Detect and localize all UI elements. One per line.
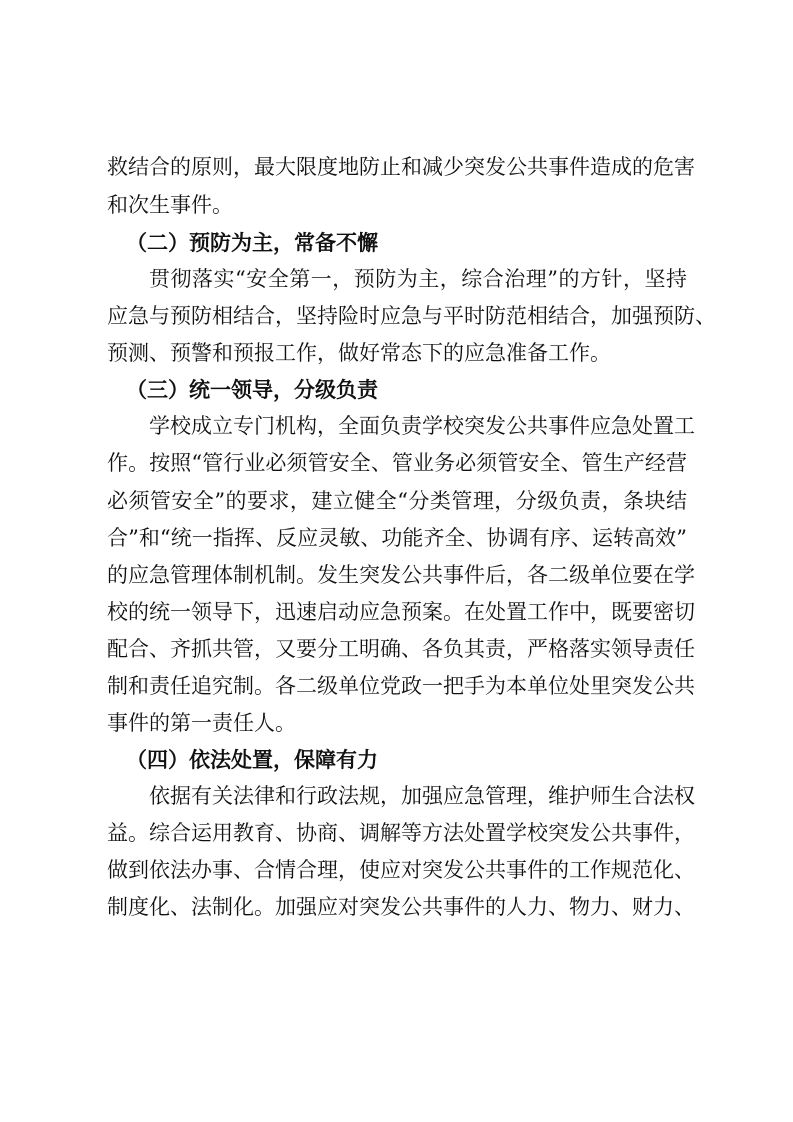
paragraph-line: 预测、预警和预报工作，做好常态下的应急准备工作。 — [107, 341, 611, 365]
paragraph-line: 制和责任追究制。各二级单位党政一把手为本单位处里突发公共 — [107, 674, 695, 698]
paragraph-line: 制度化、法制化。加强应对突发公共事件的人力、物力、财力、 — [107, 895, 695, 919]
paragraph-line: 配合、齐抓共管，又要分工明确、各负其责，严格落实领导责任 — [107, 637, 695, 661]
paragraph-line: 学校成立专门机构，全面负责学校突发公共事件应急处置工 — [149, 414, 695, 438]
paragraph-line: 益。综合运用教育、协商、调解等方法处置学校突发公共事件， — [107, 821, 695, 845]
paragraph-line: 依据有关法律和行政法规，加强应急管理，维护师生合法权 — [149, 784, 695, 808]
paragraph-line: 的应急管理体制机制。发生突发公共事件后，各二级单位要在学 — [107, 563, 695, 587]
paragraph-line: 作。按照“管行业必须管安全、管业务必须管安全、管生产经营 — [107, 451, 687, 475]
paragraph-line: 和次生事件。 — [107, 193, 233, 217]
section-heading-4: （四）依法处置，保障有力 — [126, 748, 378, 772]
section-heading-2: （二）预防为主，常备不懈 — [126, 231, 378, 255]
paragraph-line: 合”和“统一指挥、反应灵敏、功能齐全、协调有序、运转高效” — [107, 526, 687, 550]
paragraph-line: 校的统一领导下，迅速启动应急预案。在处置工作中，既要密切 — [107, 600, 695, 624]
paragraph-line: 做到依法办事、合情合理，使应对突发公共事件的工作规范化、 — [107, 858, 695, 882]
paragraph-line: 贯彻落实“安全第一，预防为主，综合治理”的方针，坚持 — [149, 267, 687, 291]
paragraph-line: 应急与预防相结合，坚持险时应急与平时防范相结合，加强预防、 — [107, 304, 716, 328]
paragraph-line: 必须管安全”的要求，建立健全“分类管理，分级负责，条块结 — [107, 489, 687, 513]
paragraph-line: 事件的第一责任人。 — [107, 711, 296, 735]
section-heading-3: （三）统一领导，分级负责 — [126, 378, 378, 402]
paragraph-line: 救结合的原则，最大限度地防止和减少突发公共事件造成的危害 — [107, 155, 695, 179]
